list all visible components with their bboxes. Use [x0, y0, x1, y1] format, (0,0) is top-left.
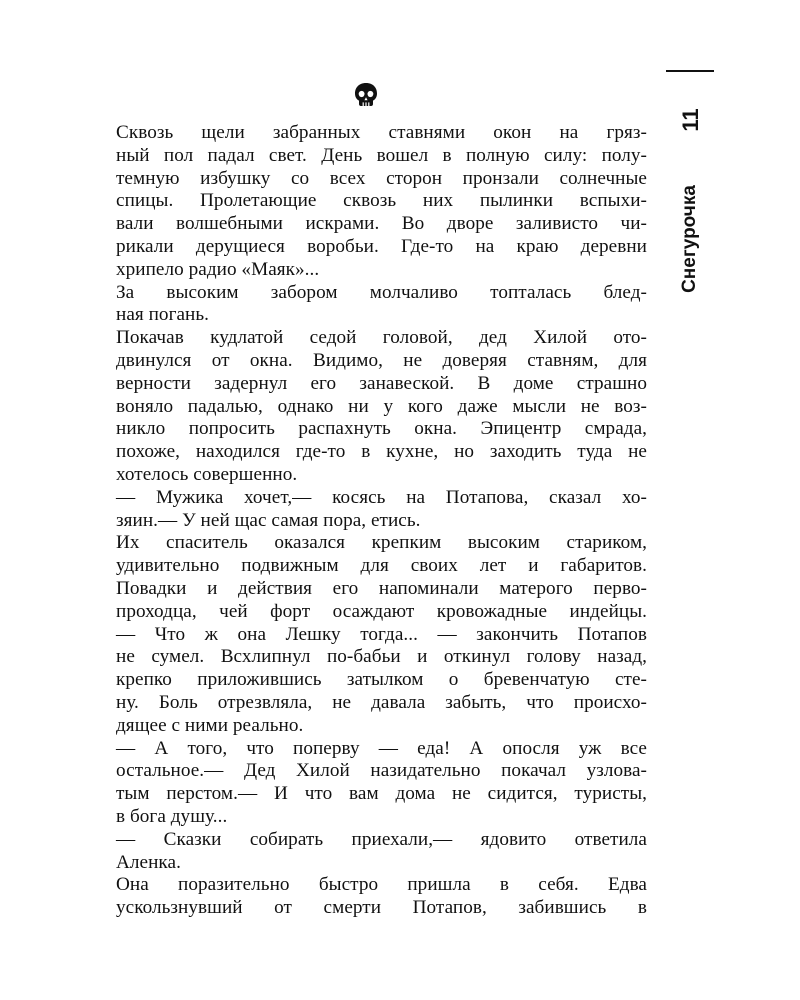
running-title: Снегурочка [679, 185, 700, 293]
text-line: ну. Боль отрезвляла, не давала забыть, что происхо- [116, 691, 647, 713]
text-line: верности задернул его занавеской. В доме страшно [116, 372, 647, 394]
body-text [116, 122, 647, 920]
text-line: темную избушку со всех сторон пронзали солнечные [116, 167, 647, 189]
text-line: проходца, чей форт осаждают кровожадные индейцы. [116, 600, 647, 622]
text-line: Аленка. [116, 851, 181, 873]
text-line: в бога душу... [116, 805, 228, 827]
text-line: удивительно подвижным для своих лет и габаритов. [116, 555, 647, 577]
text-line: Сквозь щели забранных ставнями окон на гряз- [116, 122, 647, 143]
text-line: — А того, что поперву — еда! А опосля уж все [116, 737, 647, 759]
text-line: крепко приложившись затылком о бревенчатую сте- [116, 669, 647, 691]
text-line: Их спаситель оказался крепким высоким стариком, [116, 532, 647, 554]
text-line: никло попросить распахнуть окна. Эпицентр смрада, [116, 418, 647, 440]
text-line: Она поразительно быстро пришла в себя. Едва [116, 874, 647, 896]
text-line: Повадки и действия его напоминали матерого перво- [116, 577, 647, 599]
text-line: зяин.— У ней щас самая пора, етись. [116, 509, 421, 531]
text-line: ная погань. [116, 304, 210, 326]
text-line: Покачав кудлатой седой головой, дед Хилой ото- [116, 327, 647, 349]
text-line: вали волшебными искрами. Во дворе заливисто чи- [116, 213, 647, 235]
text-line: воняло падалью, однако ни у кого даже мысли не воз- [116, 395, 647, 417]
text-line: двинулся от окна. Видимо, не доверяя ставням, для [116, 349, 647, 371]
text-line: За высоким забором молчаливо топталась блед- [116, 281, 647, 303]
header-rule [666, 70, 714, 72]
text-line: хотелось совершенно. [116, 463, 298, 485]
text-line: хрипело радио «Маяк»... [116, 258, 320, 280]
text-line: остальное.— Дед Хилой назидательно покачал узлова- [116, 760, 647, 782]
skull-icon [353, 82, 379, 108]
text-line: ускользнувший от смерти Потапов, забившись в [116, 897, 647, 919]
page-number: 11 [678, 108, 703, 132]
text-line: тым перстом.— И что вам дома не сидится, туристы, [116, 783, 647, 805]
text-line: спицы. Пролетающие сквозь них пылинки вспыхи- [116, 190, 647, 212]
text-line: — Что ж она Лешку тогда... — закончить Потапов [116, 623, 647, 645]
text-line: рикали дерущиеся воробьи. Где-то на краю деревни [116, 235, 647, 257]
text-line: не сумел. Всхлипнул по-бабьи и откинул голову назад, [116, 646, 647, 668]
text-line: похоже, находился где-то в кухне, но заходить туда не [116, 441, 647, 463]
text-line: ный пол падал свет. День вошел в полную силу: полу- [116, 144, 647, 166]
text-line: — Сказки собирать приехали,— ядовито ответила [116, 828, 647, 850]
text-line: дящее с ними реально. [116, 714, 304, 736]
text-line: — Мужика хочет,— косясь на Потапова, сказал хо- [116, 486, 647, 508]
